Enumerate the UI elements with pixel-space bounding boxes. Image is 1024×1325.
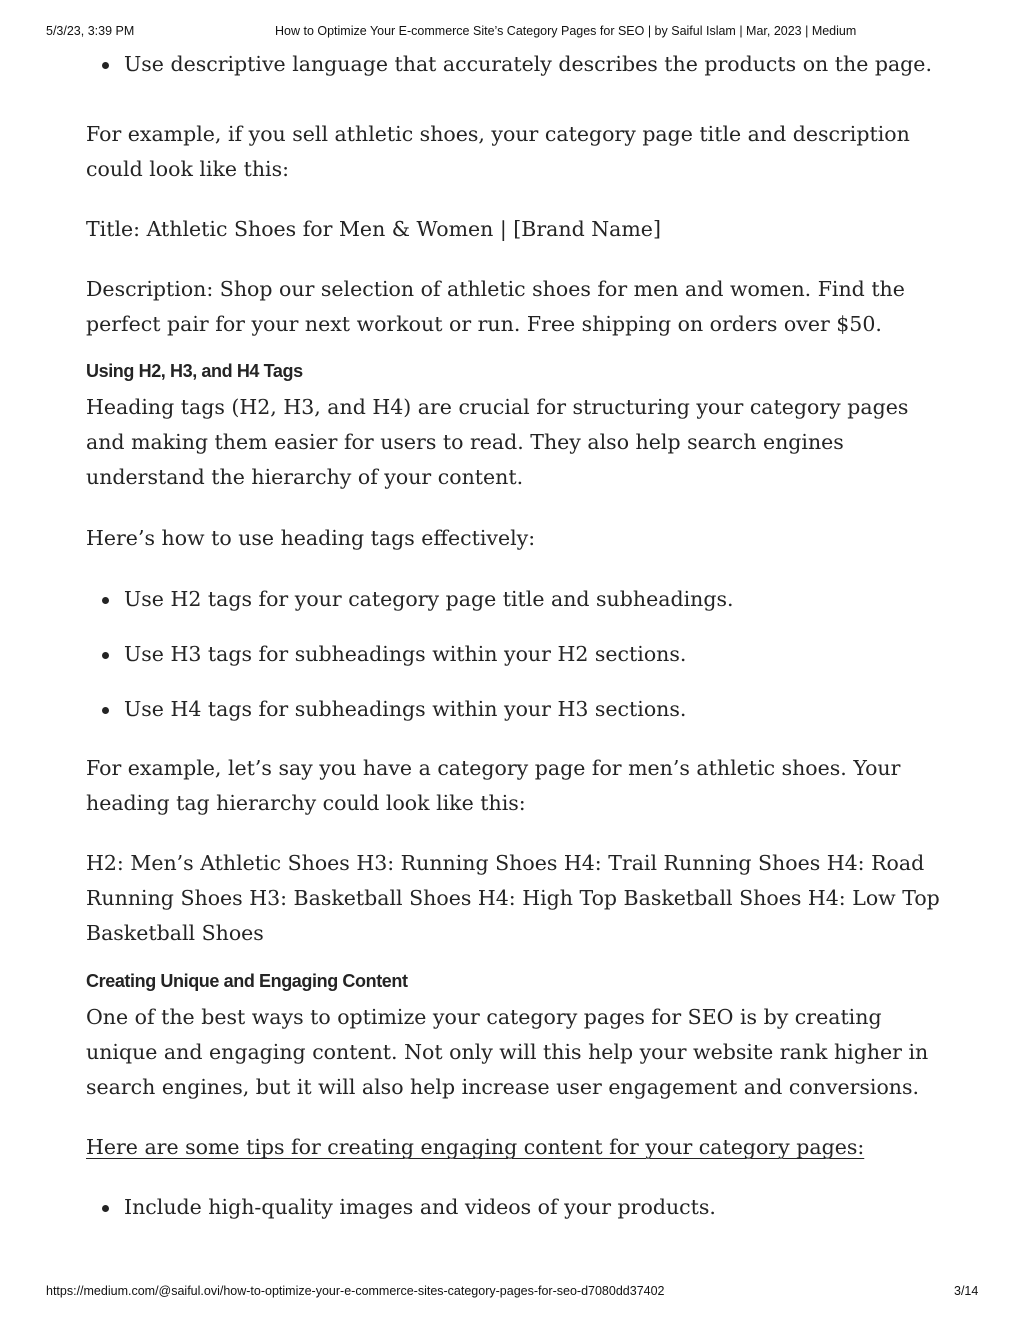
paragraph-heading-howto: Here’s how to use heading tags effectively: bbox=[86, 526, 536, 550]
paragraph-tips-link-wrapper bbox=[86, 1130, 946, 1165]
paragraph-heading-tags: Heading tags (H2, H3, and H4) are crucial for structuring your category pages and making them easier for users to read. They also help search engines understand the hierarchy of your content. bbox=[86, 395, 909, 489]
paragraph-title-example: Title: Athletic Shoes for Men & Women | [Brand Name] bbox=[86, 217, 661, 241]
bullet-icon bbox=[102, 597, 109, 604]
bullet-icon bbox=[102, 1205, 109, 1212]
print-header bbox=[0, 24, 1024, 40]
bullet-icon bbox=[102, 62, 109, 69]
section-subheading-unique-content: Creating Unique and Engaging Content bbox=[86, 971, 408, 991]
list-item-text: Use descriptive language that accurately describes the products on the page. bbox=[124, 52, 932, 76]
page-url: https://medium.com/@saiful.ovi/how-to-optimize-your-e-commerce-sites-category-pages-for-seo-d7080dd37402 bbox=[46, 1284, 665, 1298]
print-footer bbox=[0, 1284, 1024, 1300]
section-subheading-heading-tags: Using H2, H3, and H4 Tags bbox=[86, 361, 303, 381]
paragraph-example-intro: For example, if you sell athletic shoes, your category page title and description could look like this: bbox=[86, 122, 910, 181]
list-item-text: Use H3 tags for subheadings within your H2 sections. bbox=[124, 642, 687, 666]
paragraph-hierarchy-intro: For example, let’s say you have a category page for men’s athletic shoes. Your heading tag hierarchy could look like this: bbox=[86, 756, 901, 815]
paragraph-hierarchy-example: H2: Men’s Athletic Shoes H3: Running Shoes H4: Trail Running Shoes H4: Road Running Shoes H3: Basketball Shoes H4: High Top Basketball Shoes H4: Low Top Basketball Shoes bbox=[86, 851, 940, 945]
bullet-icon bbox=[102, 652, 109, 659]
paragraph-unique-content: One of the best ways to optimize your category pages for SEO is by creating unique and engaging content. Not only will this help your website rank higher in search engines, but it will also help increase user engagement and conversions. bbox=[86, 1005, 929, 1099]
list-item-text: Include high-quality images and videos of your products. bbox=[124, 1195, 716, 1219]
paragraph-description-example: Description: Shop our selection of athletic shoes for men and women. Find the perfect pair for your next workout or run. Free shipping on orders over $50. bbox=[86, 277, 905, 336]
list-item-text: Use H2 tags for your category page title and subheadings. bbox=[124, 587, 734, 611]
list-item-text: Use H4 tags for subheadings within your H3 sections. bbox=[124, 697, 687, 721]
page-number: 3/14 bbox=[954, 1284, 979, 1298]
bullet-icon bbox=[102, 707, 109, 714]
print-page-title: How to Optimize Your E-commerce Site’s Category Pages for SEO | by Saiful Islam | Mar, 2023 | Medium bbox=[275, 24, 857, 38]
print-datetime: 5/3/23, 3:39 PM bbox=[46, 24, 135, 38]
tips-link[interactable]: Here are some tips for creating engaging content for your category pages: bbox=[86, 1135, 865, 1159]
